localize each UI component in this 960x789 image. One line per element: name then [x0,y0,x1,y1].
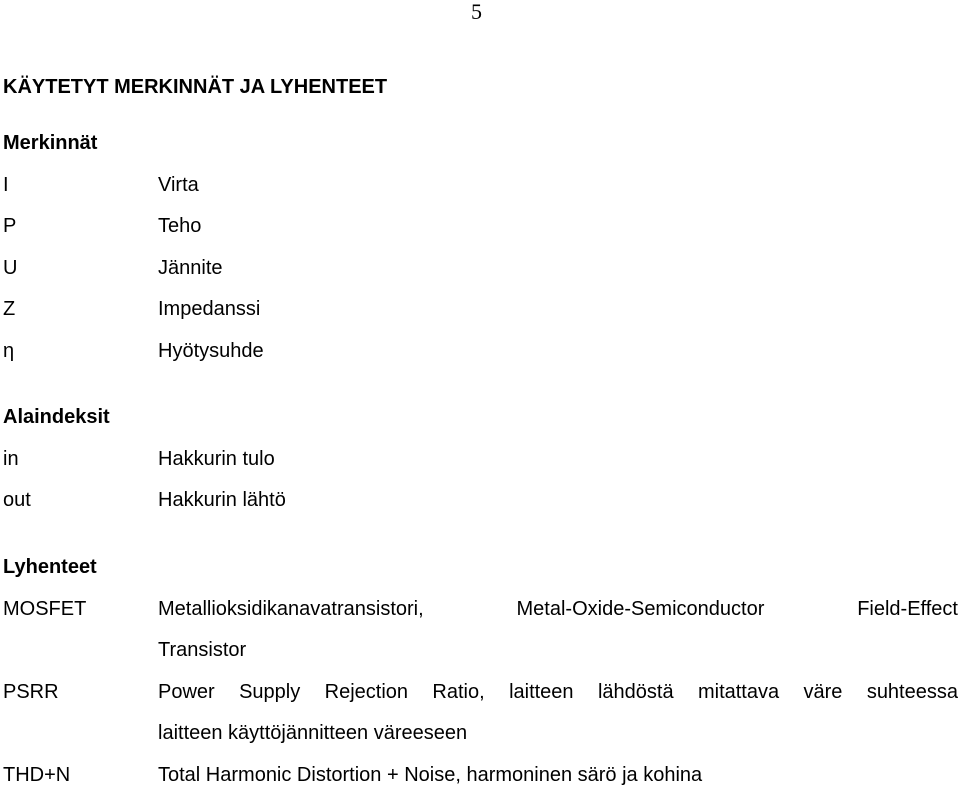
description-word: Metal-Oxide-Semiconductor [516,598,765,620]
subscript-term: out [3,489,31,511]
description-word: Ratio, [432,681,485,703]
description-word: Supply [239,681,301,703]
symbol-description: Impedanssi [158,298,261,320]
description-word: laitteen [509,681,574,703]
symbol-description: Virta [158,174,199,196]
abbreviation-term: MOSFET [3,598,87,620]
symbol-description: Hyötysuhde [158,340,264,362]
description-word: Power [158,681,215,703]
symbol-description: Teho [158,215,202,237]
abbreviation-description-line: Transistor [158,639,247,661]
abbreviation-description-line: Total Harmonic Distortion + Noise, harmoninen särö ja kohina [158,764,703,786]
description-word: lähdöstä [597,681,674,703]
abbreviation-description-line [158,680,958,704]
abbreviation-description-line [158,597,958,621]
description-word: suhteessa [866,681,958,703]
symbol-term: U [3,257,18,279]
description-word: Field-Effect [857,598,958,620]
subscript-description: Hakkurin tulo [158,448,275,470]
symbol-term: P [3,215,17,237]
description-word: Rejection [324,681,409,703]
page-number: 5 [471,0,482,24]
abbreviation-description-line: laitteen käyttöjännitteen väreeseen [158,722,468,744]
symbol-term: η [3,340,15,362]
symbol-term: Z [3,298,16,320]
abbreviation-term: THD+N [3,764,71,786]
subscript-term: in [3,448,19,470]
description-word: väre [803,681,843,703]
abbreviation-term: PSRR [3,681,59,703]
page-title: KÄYTETYT MERKINNÄT JA LYHENTEET [3,76,388,98]
subscript-description: Hakkurin lähtö [158,489,286,511]
description-word: mitattava [697,681,780,703]
symbol-term: I [3,174,9,196]
section-heading-alaindeksit: Alaindeksit [3,406,110,428]
section-heading-merkinnat: Merkinnät [3,132,98,154]
symbol-description: Jännite [158,257,223,279]
section-heading-lyhenteet: Lyhenteet [3,556,97,578]
description-word: Metallioksidikanavatransistori, [158,598,424,620]
